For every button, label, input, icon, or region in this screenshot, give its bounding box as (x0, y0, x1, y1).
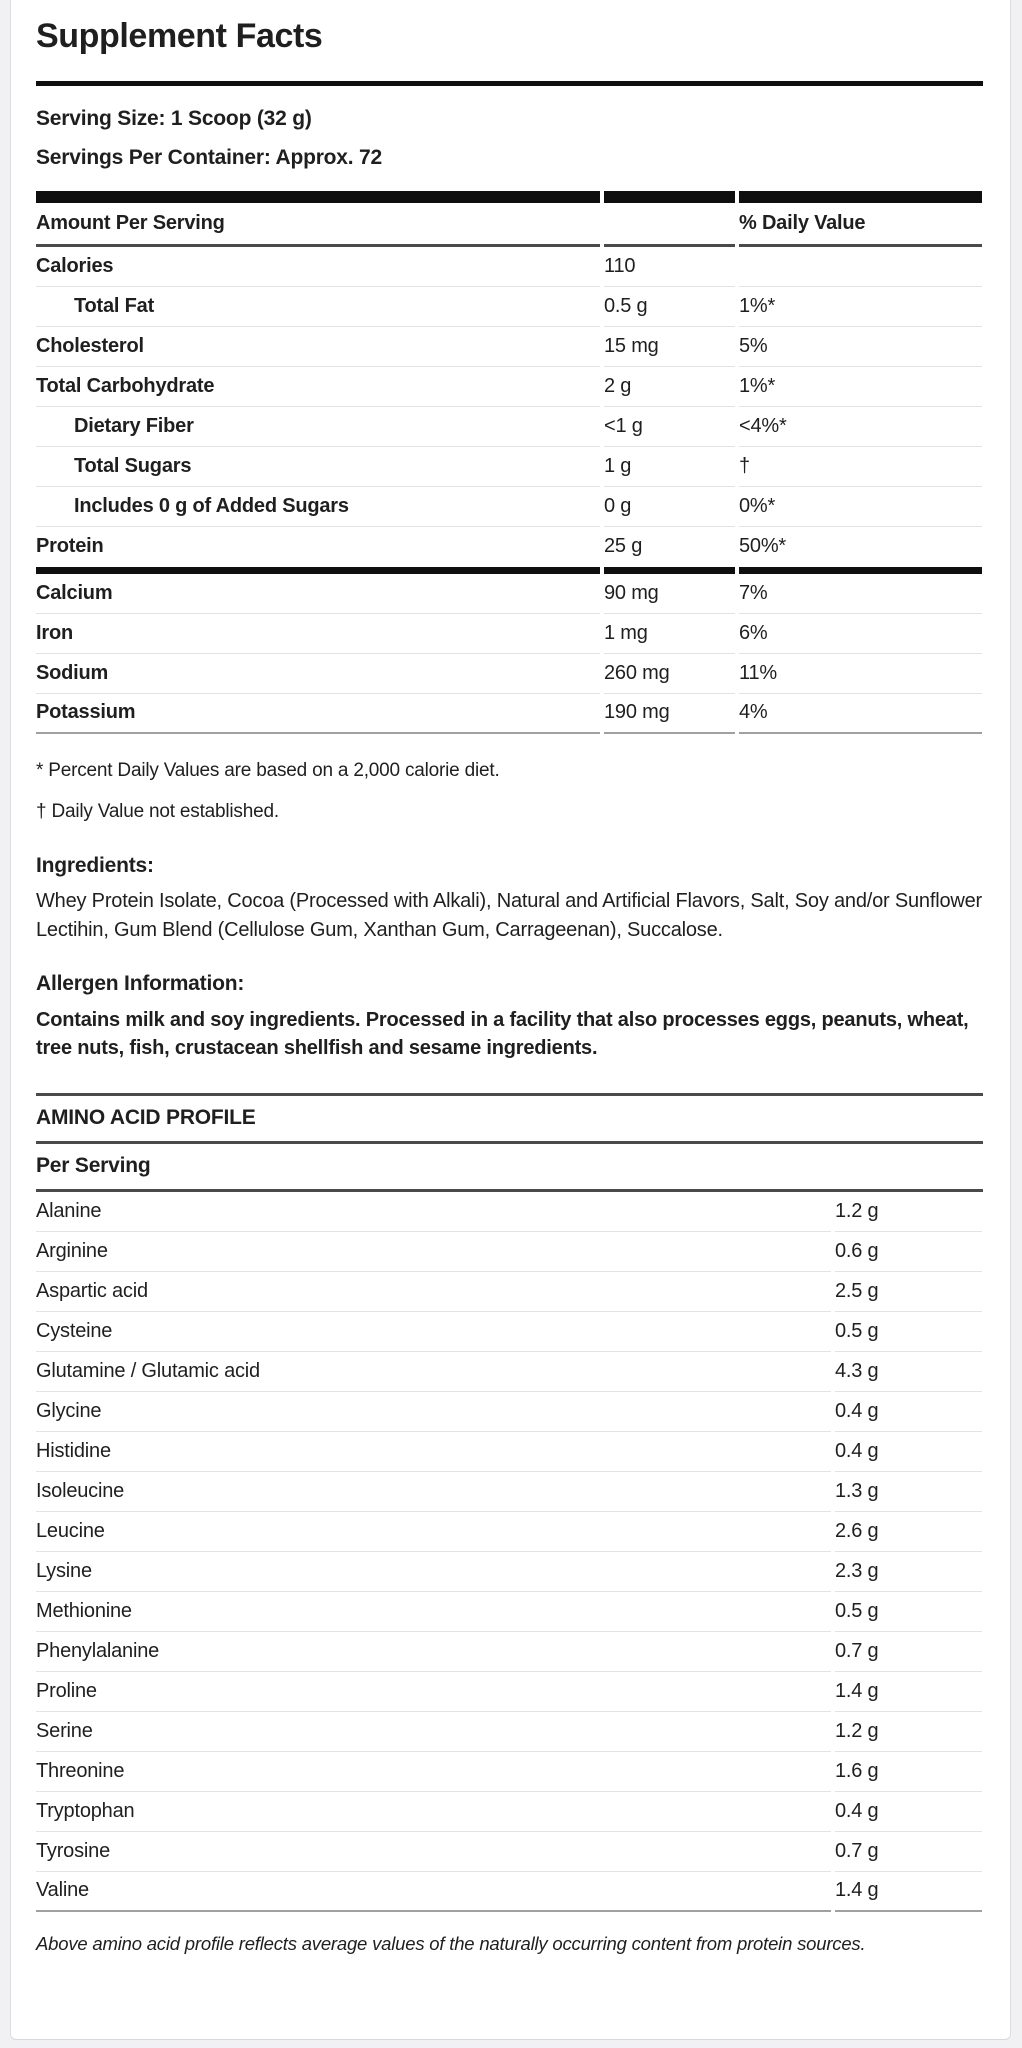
amino-label: Threonine (36, 1752, 831, 1792)
amino-row (36, 1592, 983, 1632)
servings-per-container: Servings Per Container: Approx. 72 (36, 145, 383, 169)
mineral-label: Iron (36, 614, 600, 654)
footnote-percent-dv: * Percent Daily Values are based on a 2,000 calorie diet. (36, 759, 500, 781)
nutrient-label: Includes 0 g of Added Sugars (36, 487, 600, 527)
amino-amount: 2.3 g (835, 1552, 982, 1592)
nutrient-dv: 50%* (739, 535, 787, 558)
nutrient-row (36, 527, 983, 567)
amino-amount: 4.3 g (835, 1352, 982, 1392)
mineral-dv: 6% (739, 614, 982, 654)
thick-divider-bar-middle (36, 567, 983, 574)
nutrient-label: Dietary Fiber (36, 407, 600, 447)
amino-label: Cysteine (36, 1312, 831, 1352)
ingredients-heading: Ingredients: (36, 853, 154, 877)
amino-label: Tyrosine (36, 1832, 831, 1872)
amino-row (36, 1392, 983, 1432)
amino-amount: 0.6 g (835, 1232, 982, 1272)
mineral-dv: 11% (739, 654, 982, 694)
amino-label: Aspartic acid (36, 1272, 831, 1312)
amino-row (36, 1712, 983, 1752)
amino-row (36, 1672, 983, 1712)
nutrient-dv: 0%* (739, 487, 982, 527)
allergen-heading: Allergen Information: (36, 971, 245, 995)
amino-amount: 0.7 g (835, 1632, 982, 1672)
nutrient-row (36, 407, 983, 447)
bar-segment (36, 191, 600, 203)
amino-label: Phenylalanine (36, 1632, 831, 1672)
amino-row (36, 1192, 983, 1232)
nutrient-row (36, 287, 983, 327)
amino-row (36, 1792, 983, 1832)
amino-row (36, 1472, 983, 1512)
panel-title: Supplement Facts (36, 17, 323, 55)
amino-row (36, 1272, 983, 1312)
nutrient-label: Total Fat (36, 287, 600, 327)
nutrient-dv: 1%* (739, 367, 982, 407)
daily-value-header: % Daily Value (739, 203, 982, 247)
amino-label: Glutamine / Glutamic acid (36, 1352, 831, 1392)
amino-label: Serine (36, 1712, 831, 1752)
amino-row (36, 1432, 983, 1472)
bar-segment (739, 191, 982, 203)
nutrient-amount: 0.5 g (604, 287, 735, 327)
amino-amount: 0.4 g (835, 1792, 982, 1832)
mineral-label: Calcium (36, 574, 600, 614)
mineral-row (36, 614, 983, 654)
mineral-amount: 190 mg (604, 694, 735, 734)
nutrient-dv: <4%* (739, 407, 982, 447)
amino-amount: 0.4 g (835, 1392, 982, 1432)
amino-label: Valine (36, 1872, 831, 1912)
amount-per-serving-header: Amount Per Serving (36, 203, 600, 247)
amino-label: Leucine (36, 1512, 831, 1552)
mineral-row (36, 574, 983, 614)
amino-amount: 2.6 g (835, 1512, 982, 1552)
mineral-dv: 4% (739, 694, 982, 734)
amino-amount: 0.4 g (835, 1432, 982, 1472)
nutrient-label: Calories (36, 247, 600, 287)
amino-row (36, 1232, 983, 1272)
amino-amount: 2.5 g (835, 1272, 982, 1312)
amino-amount: 1.4 g (835, 1672, 982, 1712)
amino-amount: 1.3 g (835, 1472, 982, 1512)
nutrient-row (36, 367, 983, 407)
nutrient-amount: <1 g (604, 407, 735, 447)
amino-amount: 0.5 g (835, 1592, 982, 1632)
bar-segment (604, 191, 735, 203)
amino-profile-footer: Above amino acid profile reflects average values of the naturally occurring content from protein sources. (36, 1932, 866, 1954)
nutrition-table-header (36, 203, 983, 247)
ingredients-text: Whey Protein Isolate, Cocoa (Processed with Alkali), Natural and Artificial Flavors, Salt, Soy and/or Sunflower Lectihin, Gum Blend (Cellulose Gum, Xanthan Gum, Carrageenan), Succalose. (36, 889, 983, 941)
mineral-row (36, 654, 983, 694)
amino-per-serving-header: Per Serving (36, 1144, 983, 1192)
nutrient-row (36, 487, 983, 527)
amino-label: Methionine (36, 1592, 831, 1632)
amino-label: Glycine (36, 1392, 831, 1432)
mineral-amount: 1 mg (604, 614, 735, 654)
nutrient-label: Total Sugars (36, 447, 600, 487)
mineral-dv: 7% (739, 574, 982, 614)
nutrient-dv (739, 247, 982, 287)
allergen-text: Contains milk and soy ingredients. Processed in a facility that also processes eggs, peanuts, wheat, tree nuts, fish, crustacean shellfish and sesame ingredients. (36, 1008, 969, 1059)
amino-label: Tryptophan (36, 1792, 831, 1832)
supplement-facts-panel (10, 0, 1011, 2040)
amino-row (36, 1352, 983, 1392)
bar-segment (36, 567, 600, 574)
nutrient-row (36, 447, 983, 487)
amino-row (36, 1872, 983, 1912)
serving-size: Serving Size: 1 Scoop (32 g) (36, 106, 312, 130)
nutrient-dv: † (739, 447, 982, 487)
nutrient-row (36, 247, 983, 287)
spacer-cell (604, 203, 735, 247)
amino-label: Isoleucine (36, 1472, 831, 1512)
amino-label: Lysine (36, 1552, 831, 1592)
amino-amount: 1.4 g (835, 1872, 982, 1912)
amino-label: Alanine (36, 1192, 831, 1232)
amino-amount: 1.6 g (835, 1752, 982, 1792)
mineral-amount: 90 mg (604, 574, 735, 614)
amino-row (36, 1512, 983, 1552)
amino-label: Histidine (36, 1432, 831, 1472)
footnote-dagger: † Daily Value not established. (36, 800, 279, 822)
nutrient-label: Total Carbohydrate (36, 367, 600, 407)
mineral-row (36, 694, 983, 734)
amino-row (36, 1312, 983, 1352)
amino-label: Arginine (36, 1232, 831, 1272)
nutrient-dv: 5% (739, 327, 982, 367)
mineral-amount: 260 mg (604, 654, 735, 694)
nutrient-row (36, 327, 983, 367)
nutrient-amount: 110 (604, 247, 735, 287)
amino-amount: 1.2 g (835, 1192, 982, 1232)
nutrient-amount: 15 mg (604, 327, 735, 367)
mineral-label: Sodium (36, 654, 600, 694)
amino-profile-title: AMINO ACID PROFILE (36, 1096, 983, 1144)
amino-row (36, 1552, 983, 1592)
nutrient-label: Protein (36, 535, 104, 558)
nutrient-label: Cholesterol (36, 327, 600, 367)
amino-row (36, 1832, 983, 1872)
title-divider (36, 81, 983, 86)
nutrient-dv: 1%* (739, 287, 982, 327)
amino-label: Proline (36, 1672, 831, 1712)
mineral-label: Potassium (36, 694, 600, 734)
amino-amount: 0.5 g (835, 1312, 982, 1352)
thick-divider-bar-top (36, 191, 983, 203)
amino-row (36, 1752, 983, 1792)
amino-amount: 0.7 g (835, 1832, 982, 1872)
amino-amount: 1.2 g (835, 1712, 982, 1752)
nutrient-amount: 25 g (604, 535, 643, 558)
nutrient-amount: 2 g (604, 367, 735, 407)
bar-segment (604, 567, 735, 574)
nutrient-amount: 0 g (604, 487, 735, 527)
nutrient-amount: 1 g (604, 447, 735, 487)
bar-segment (739, 567, 982, 574)
amino-row (36, 1632, 983, 1672)
